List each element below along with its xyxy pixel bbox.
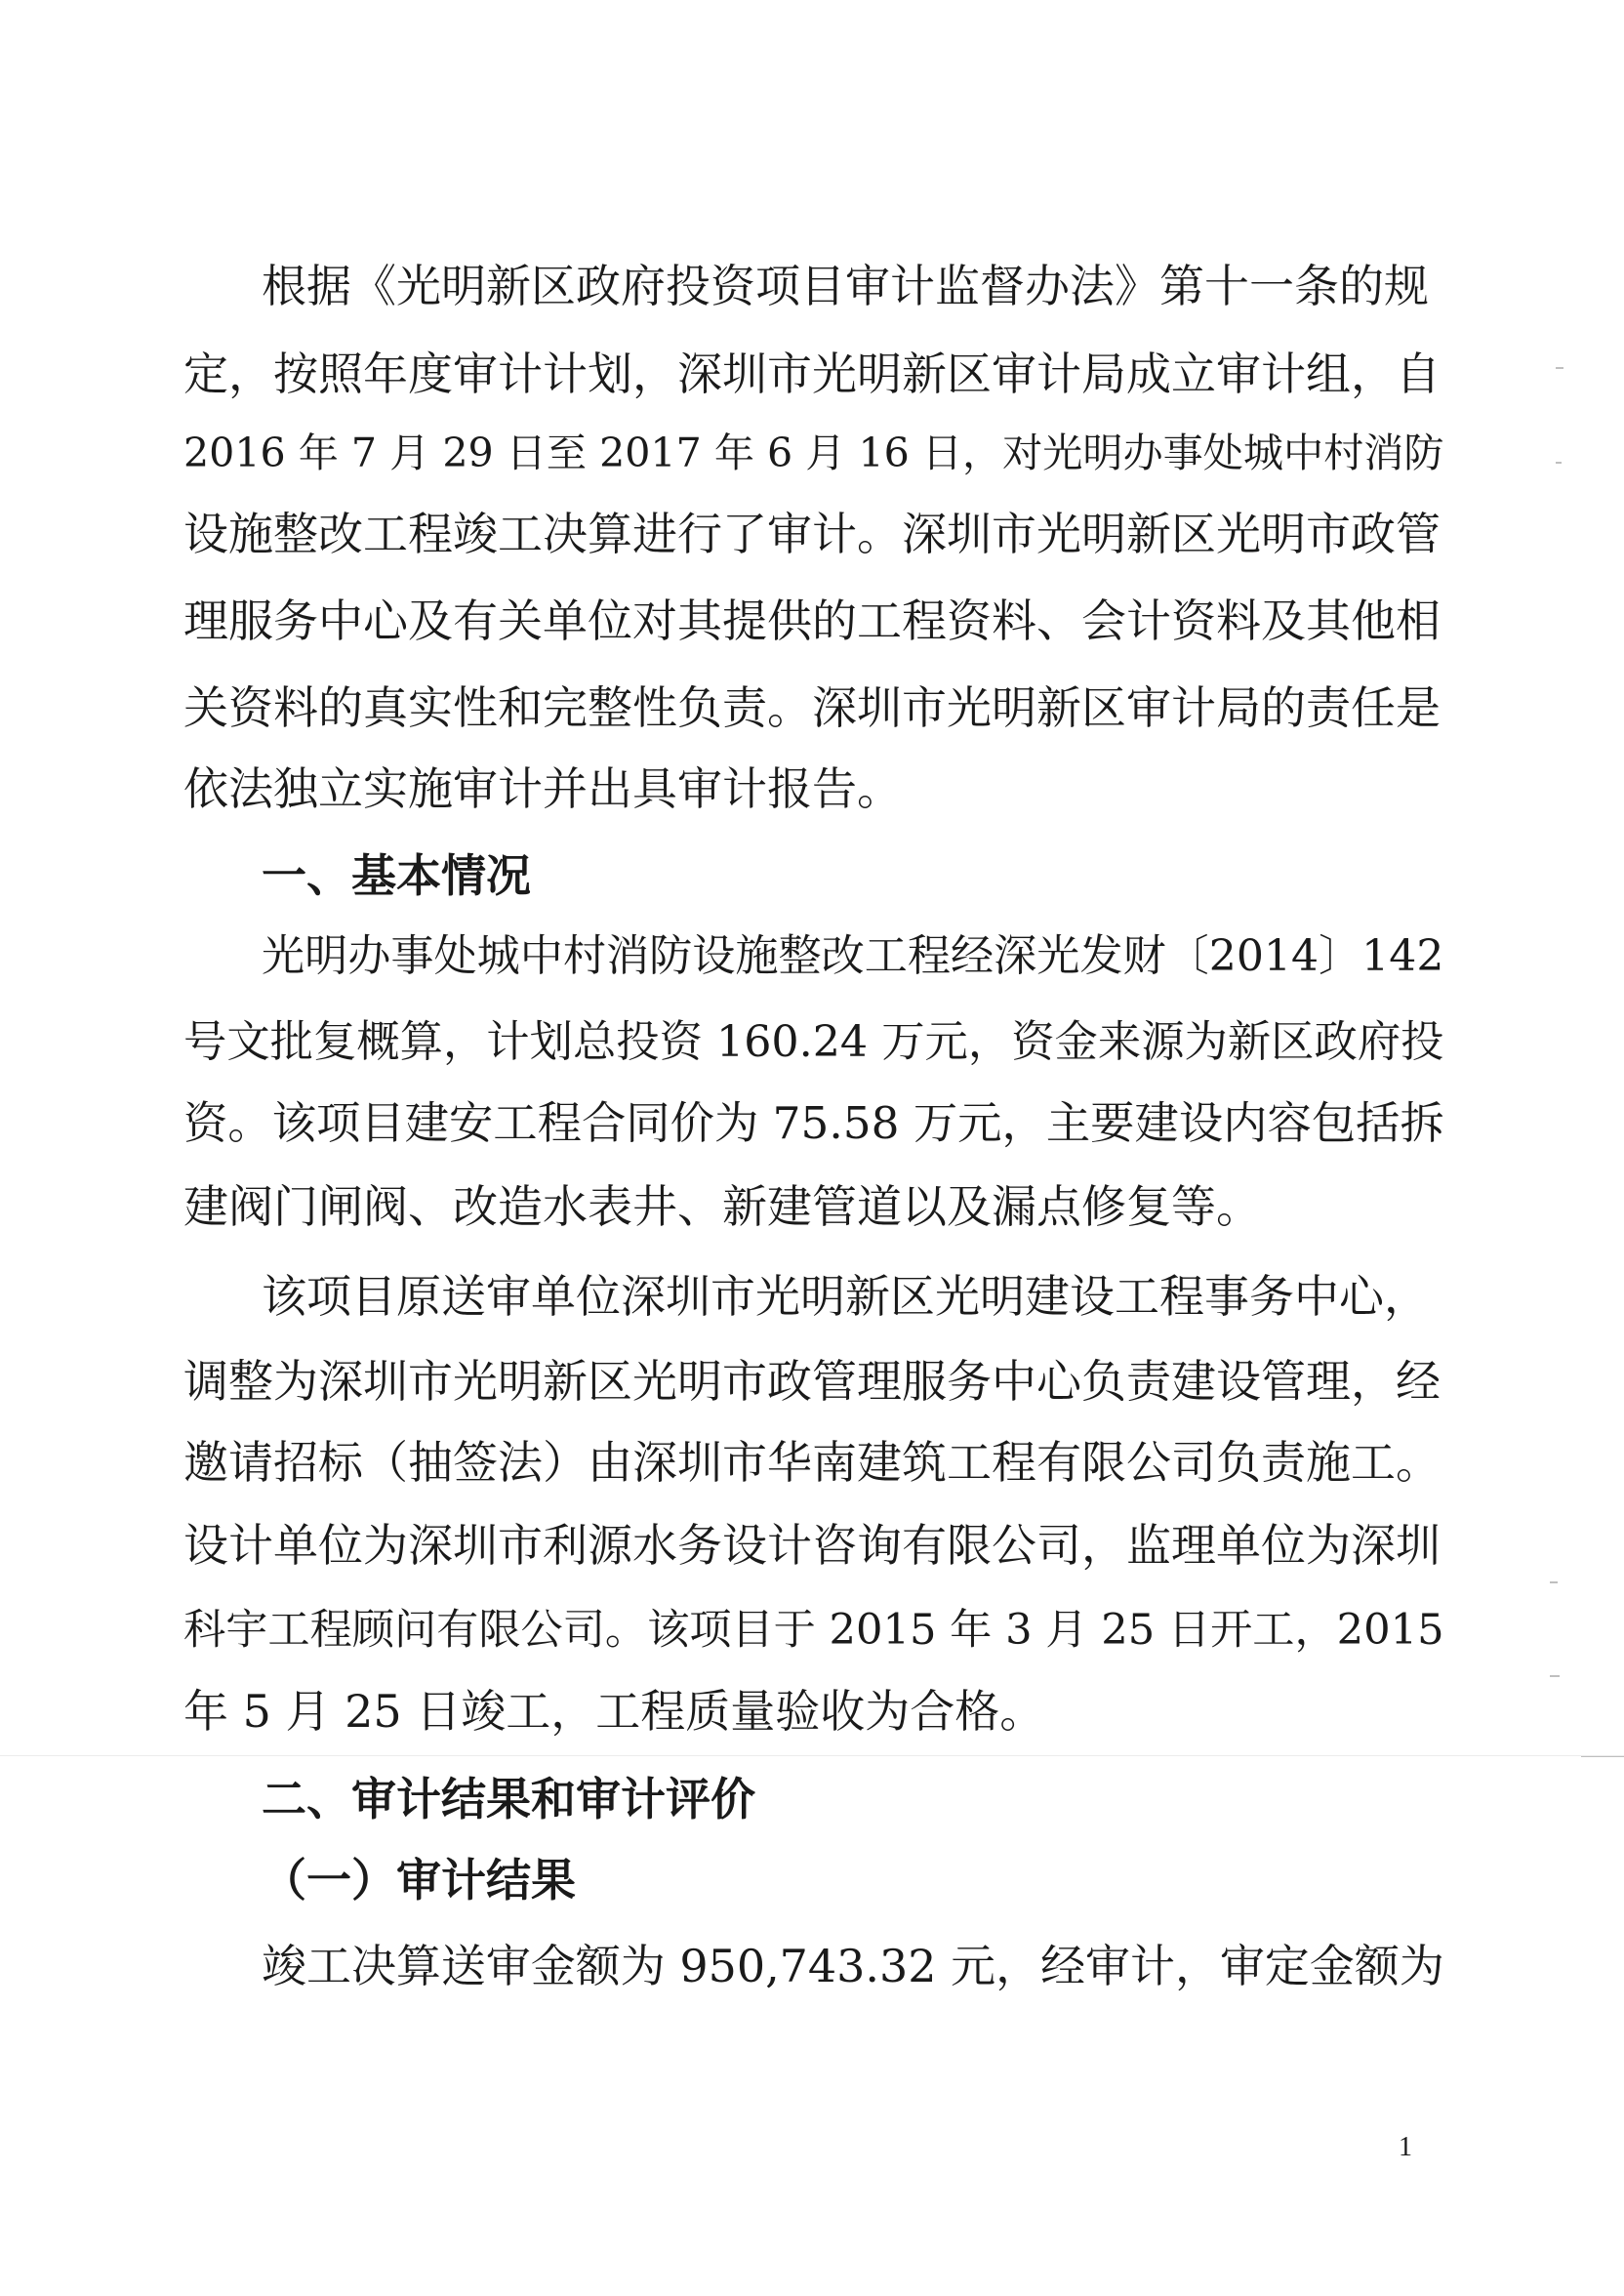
text-line: 邀请招标（抽签法）由深圳市华南建筑工程有限公司负责施工。 <box>183 1436 1441 1489</box>
page-number: 1 <box>1399 2132 1412 2162</box>
subsection-heading: （一）审计结果 <box>262 1854 576 1906</box>
text-line: 理服务中心及有关单位对其提供的工程资料、会计资料及其他相 <box>183 594 1441 647</box>
text-line: 光明办事处城中村消防设施整改工程经深光发财〔2014〕142 <box>262 931 1444 981</box>
section-heading: 二、审计结果和审计评价 <box>262 1773 755 1825</box>
text-line: 建阀门闸阀、改造水表井、新建管道以及漏点修复等。 <box>183 1180 1261 1233</box>
scan-mark <box>1550 1675 1560 1677</box>
text-line: 2016 年 7 月 29 日至 2017 年 6 月 16 日，对光明办事处城中村消防 <box>183 430 1444 476</box>
text-line: 资。该项目建安工程合同价为 75.58 万元，主要建设内容包括拆 <box>183 1097 1444 1149</box>
text-line: 设施整改工程竣工决算进行了审计。深圳市光明新区光明市政管 <box>183 508 1441 560</box>
text-line: 根据《光明新区政府投资项目审计监督办法》第十一条的规 <box>262 260 1429 312</box>
text-line: 科宇工程顾问有限公司。该项目于 2015 年 3 月 25 日开工，2015 <box>183 1606 1444 1655</box>
text-line: 竣工决算送审金额为 950,743.32 元，经审计，审定金额为 <box>262 1940 1444 1992</box>
text-line: 调整为深圳市光明新区光明市政管理服务中心负责建设管理，经 <box>183 1355 1441 1408</box>
scan-divider <box>0 1755 1624 1756</box>
scan-mark <box>1556 462 1562 464</box>
text-line: 该项目原送审单位深圳市光明新区光明建设工程事务中心， <box>262 1270 1429 1323</box>
text-line: 号文批复概算，计划总投资 160.24 万元，资金来源为新区政府投 <box>183 1017 1444 1067</box>
text-line: 依法独立实施审计并出具审计报告。 <box>183 762 902 815</box>
scan-mark <box>1550 1581 1558 1583</box>
text-line: 关资料的真实性和完整性负责。深圳市光明新区审计局的责任是 <box>183 681 1441 734</box>
section-heading: 一、基本情况 <box>262 849 531 902</box>
text-line: 设计单位为深圳市利源水务设计咨询有限公司，监理单位为深圳 <box>183 1519 1441 1572</box>
text-line: 定，按照年度审计计划，深圳市光明新区审计局成立审计组，自 <box>183 348 1441 400</box>
text-line: 年 5 月 25 日竣工，工程质量验收为合格。 <box>183 1685 1045 1738</box>
scan-mark <box>1556 367 1563 369</box>
